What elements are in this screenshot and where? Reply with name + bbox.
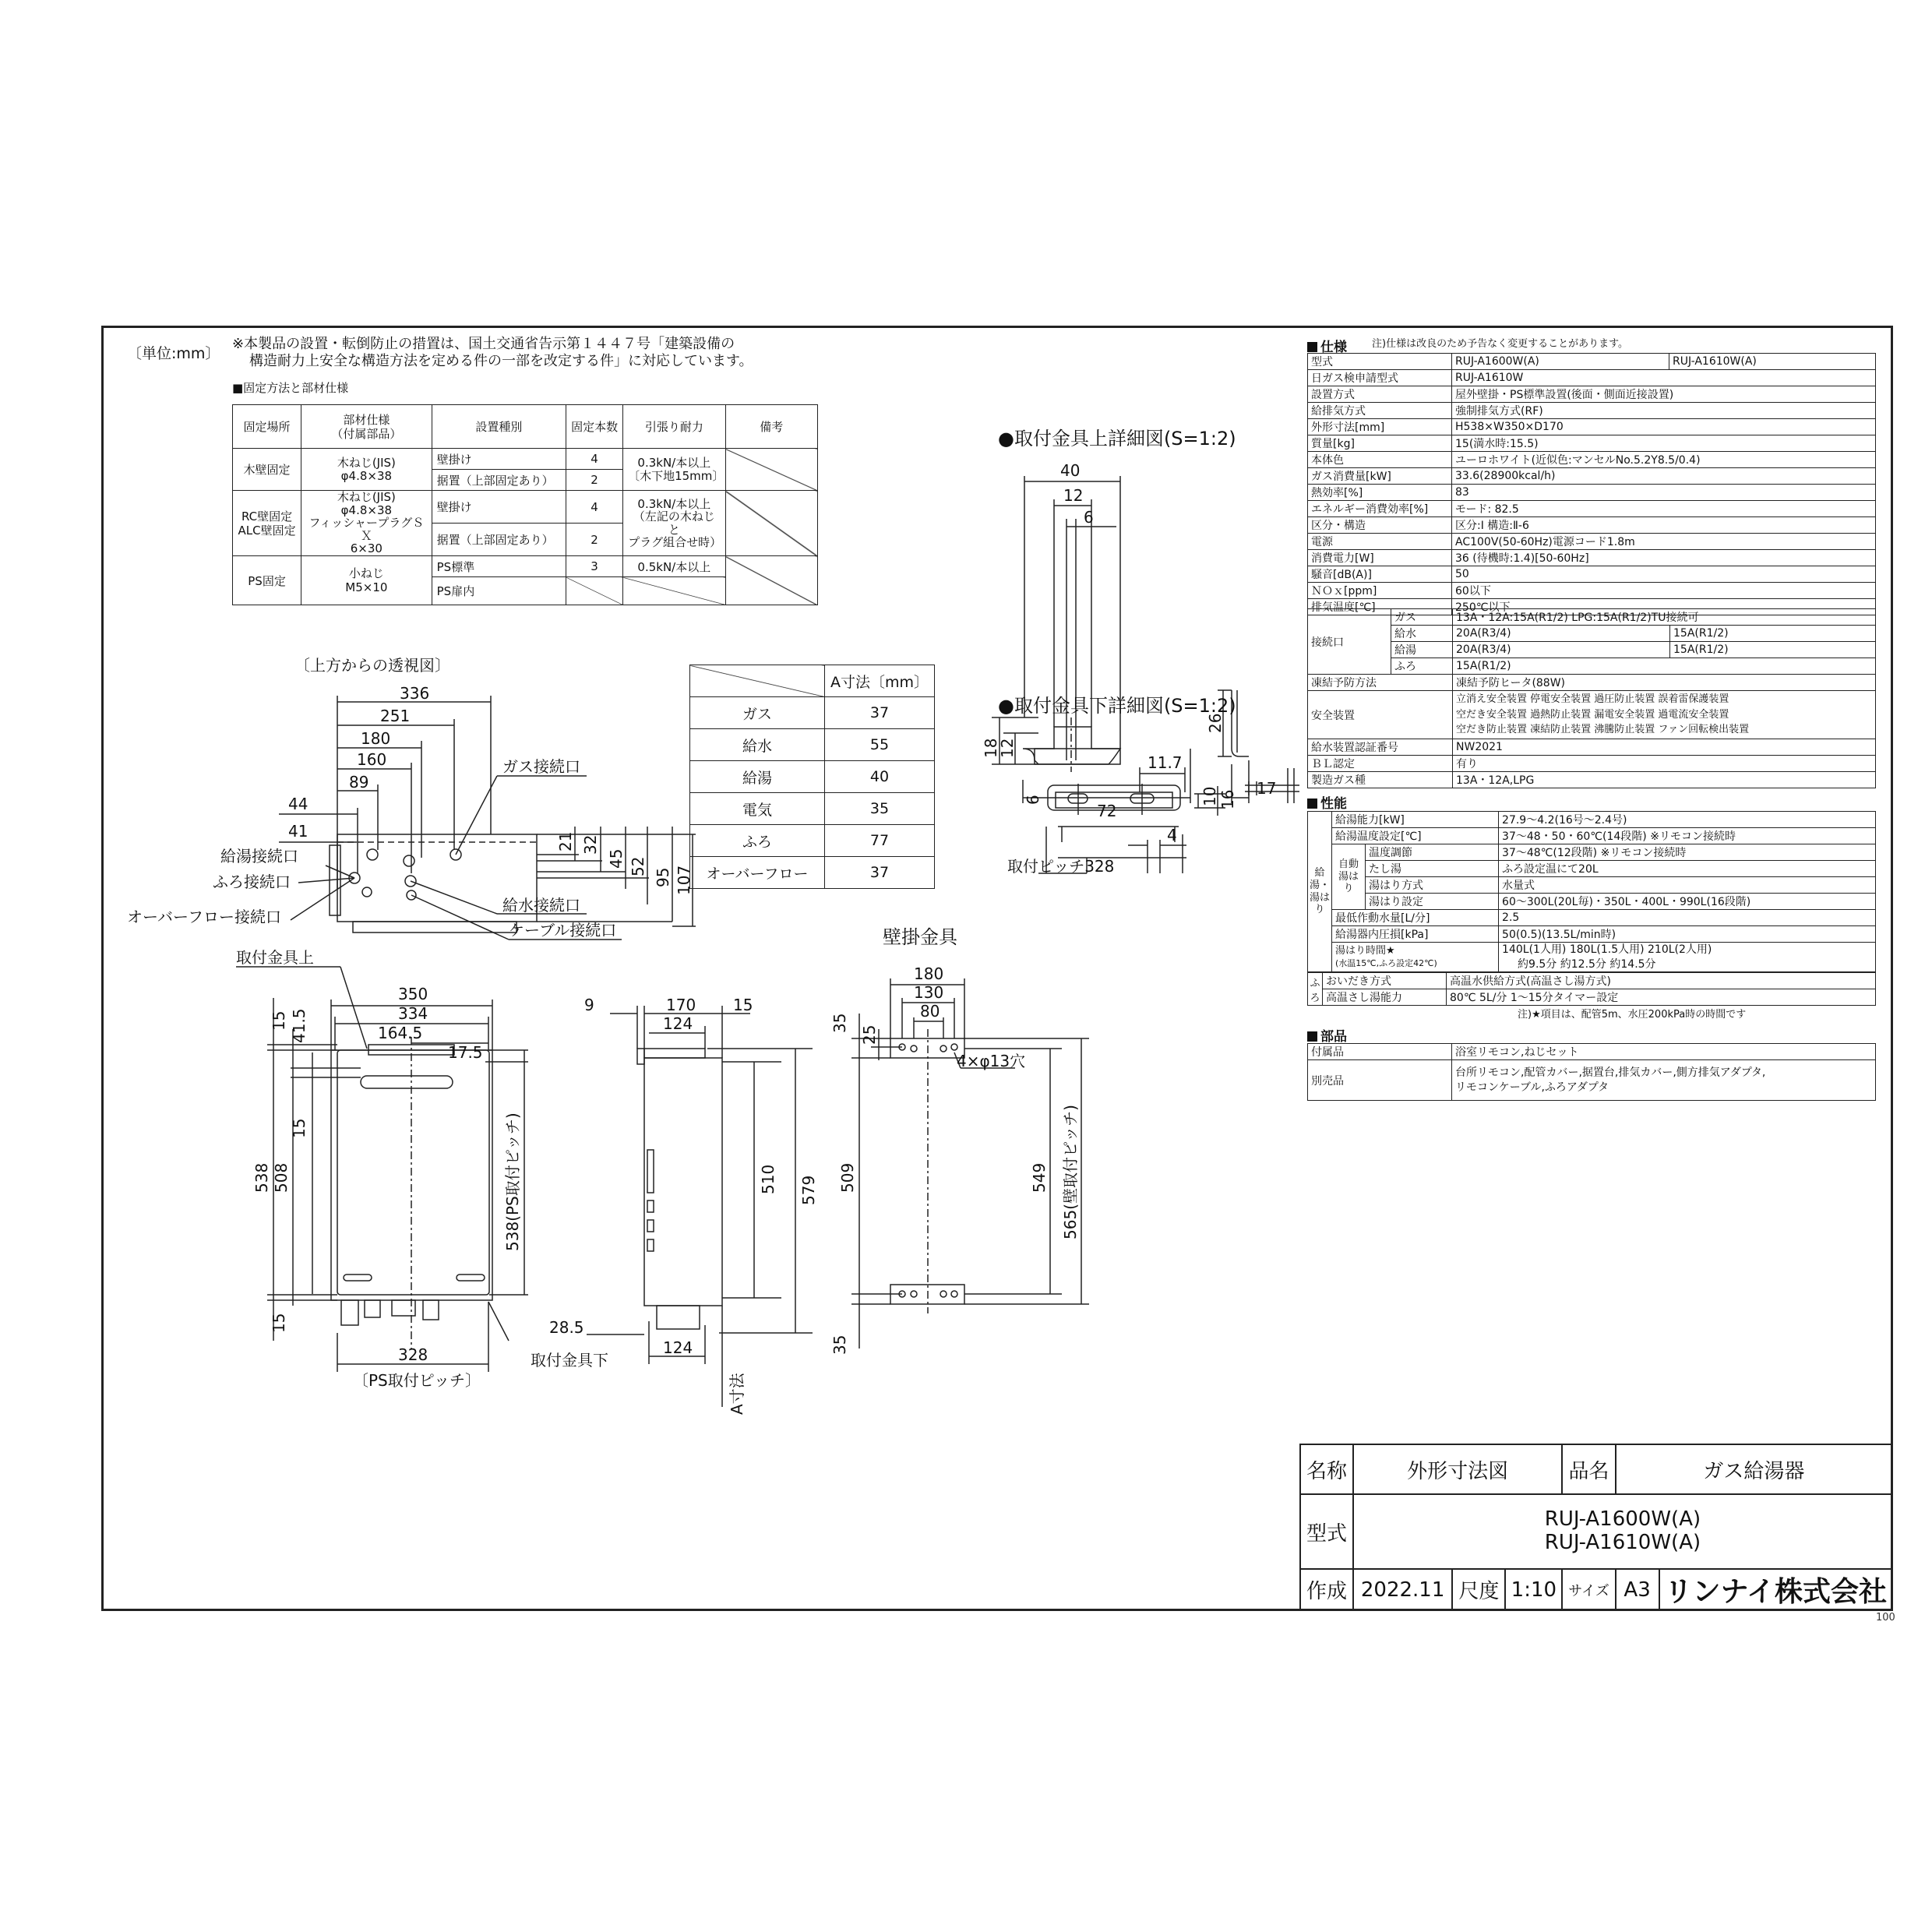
a-table-name: 電気 — [690, 793, 825, 825]
perf-key: たし湯 — [1366, 861, 1499, 877]
spec-key: 本体色 — [1308, 452, 1452, 468]
fixing-count: 3 — [566, 556, 623, 577]
dim-28.5: 28.5 — [549, 1318, 584, 1337]
parts-key: 付属品 — [1308, 1044, 1452, 1060]
technical-drawings — [104, 328, 1303, 1434]
parts-value: 浴室リモコン,ねじセット — [1452, 1044, 1876, 1060]
spec-value: 83 — [1452, 485, 1876, 501]
perf-key: 湯はり時間★ — [1335, 944, 1395, 957]
lower-bracket-title: ●取付金具下詳細図(S=1:2) — [998, 695, 1236, 717]
label-gas-port: ガス接続口 — [502, 757, 580, 776]
dim-72: 72 — [1097, 802, 1117, 820]
dim-124-top: 124 — [663, 1014, 693, 1033]
install-note-line1: ※本製品の設置・転倒防止の措置は、国土交通省告示第１４４７号「建築設備の — [232, 336, 735, 352]
perf-value: 高温水供給方式(高温さし湯方式) — [1447, 973, 1876, 989]
perf-key: 温度調節 — [1366, 844, 1499, 861]
dim-26: 26 — [1206, 713, 1225, 733]
dim-21: 21 — [556, 831, 575, 851]
dim-538-ps-pitch: 538(PS取付ピッチ) — [503, 1112, 522, 1251]
dim-180: 180 — [361, 729, 391, 748]
title-model-line: RUJ-A1600W(A) — [1544, 1507, 1701, 1532]
upper-bracket-drawing — [992, 476, 1249, 803]
spec-value: 15A(R1/2) — [1670, 626, 1876, 642]
perf-filltime-key — [1332, 943, 1499, 972]
dim-10: 10 — [1200, 786, 1219, 806]
fixing-place: PS固定 — [233, 556, 301, 605]
wall-bracket-title: 壁掛金具 — [883, 926, 957, 948]
perf-value: 140L(1人用) 180L(1.5人用) 210L(2人用) — [1502, 943, 1712, 957]
spec-key: 質量[kg] — [1308, 435, 1452, 452]
spec-key: 排気温度[℃] — [1308, 599, 1452, 615]
top-view-drawing — [279, 696, 696, 940]
label-water-supply-port: 給水接続口 — [502, 896, 580, 915]
spec-value: NW2021 — [1453, 739, 1876, 756]
spec-key: 熱効率[%] — [1308, 485, 1452, 501]
fixing-place: RC壁固定 ALC壁固定 — [233, 491, 301, 556]
fixing-count: 4 — [566, 449, 623, 470]
spec-value: 50 — [1452, 566, 1876, 583]
dim-6: 6 — [1084, 508, 1094, 527]
spec-value: RUJ-A1610W — [1452, 370, 1876, 386]
spec-value: 36 (待機時:1.4)[50-60Hz] — [1452, 550, 1876, 566]
dim-334: 334 — [398, 1004, 428, 1023]
dim-11.7: 11.7 — [1148, 753, 1183, 772]
spec-value: 33.6(28900kcal/h) — [1452, 468, 1876, 485]
parts-value: 台所リモコン,配管カバー,据置台,排気カバー,側方排気アダプタ, — [1455, 1066, 1766, 1080]
top-view-title: 〔上方からの透視図〕 — [294, 656, 450, 675]
fixing-force: 0.3kN/本以上 （左記の木ねじと プラグ組合せ時） — [623, 491, 725, 556]
dim-80: 80 — [920, 1002, 940, 1021]
safety-line: 空だき安全装置 過熱防止装置 漏電安全装置 過電流安全装置 — [1456, 708, 1729, 721]
dim-25: 25 — [860, 1024, 879, 1045]
spec-value: 凍結予防ヒータ(88W) — [1453, 675, 1876, 691]
dim-4: 4 — [1167, 826, 1177, 844]
a-table-name: 給水 — [690, 729, 825, 761]
spec-key: 凍結予防方法 — [1308, 675, 1453, 691]
title-model-value — [1353, 1494, 1892, 1569]
perf-value: ふろ設定温にて20L — [1499, 861, 1876, 877]
perf-value: 37～48・50・60℃(14段階) ※リモコン接続時 — [1499, 828, 1876, 844]
label-cable-port: ケーブル接続口 — [509, 921, 617, 940]
section-square-icon — [1307, 1031, 1317, 1042]
a-table-name: 給湯 — [690, 761, 825, 793]
spec-key: 給排気方式 — [1308, 403, 1452, 419]
spec-key: 日ガス検申請型式 — [1308, 370, 1452, 386]
spec-key: ＢＬ認定 — [1308, 756, 1453, 772]
dim-164.5: 164.5 — [378, 1024, 423, 1042]
dim-328: 328 — [398, 1345, 428, 1364]
performance-table — [1307, 811, 1876, 972]
perf-filltime-value — [1499, 943, 1876, 972]
label-bath-port: ふろ接続口 — [213, 873, 291, 891]
install-note-line2: 構造耐力上安全な構造方法を定める件の一部を改定する件」に対応しています。 — [249, 353, 753, 369]
spec-subkey: ふろ — [1391, 658, 1453, 675]
fixing-part: 木ねじ(JIS) φ4.8×38 — [301, 449, 432, 491]
fixing-count: 4 — [566, 491, 623, 524]
fixing-type: 壁掛け — [432, 449, 566, 470]
dim-18: 18 — [982, 738, 1000, 758]
a-dimension-label: A寸法 — [728, 1373, 746, 1415]
label-upper-bracket: 取付金具上 — [236, 948, 314, 967]
spec-value: 15A(R1/2) — [1670, 642, 1876, 658]
fixing-type: PS扉内 — [432, 577, 566, 605]
spec-value: 区分:Ⅰ 構造:Ⅱ-6 — [1452, 517, 1876, 534]
dim-15-bottom: 15 — [270, 1313, 288, 1333]
perf-auto-group: 自動湯はり — [1332, 844, 1366, 910]
dim-32: 32 — [581, 834, 600, 855]
safety-line: 空だき防止装置 凍結防止装置 沸騰防止装置 ファン回転検出装置 — [1456, 724, 1750, 736]
perf-value: 80℃ 5L/分 1～15分タイマー設定 — [1447, 989, 1876, 1006]
dim-35-top: 35 — [830, 1013, 849, 1033]
perf-key: 高温さし湯能力 — [1323, 989, 1447, 1006]
dim-180-wb: 180 — [914, 964, 944, 983]
perf-title: 性能 — [1307, 792, 1347, 812]
spec-value: ユーロホワイト(近似色:マンセルNo.5.2Y8.5/0.4) — [1452, 452, 1876, 468]
perf-key: おいだき方式 — [1323, 973, 1447, 989]
perf-key: 給湯器内圧損[kPa] — [1332, 926, 1499, 943]
fixing-force: 0.3kN/本以上 〔木下地15mm〕 — [623, 449, 725, 491]
a-table-value: 35 — [825, 793, 935, 825]
dim-35-bottom: 35 — [830, 1334, 849, 1355]
company-name: リンナイ株式会社 — [1659, 1569, 1892, 1610]
parts-table — [1307, 1043, 1876, 1101]
dim-251: 251 — [380, 707, 411, 725]
a-table-value: 37 — [825, 697, 935, 729]
perf-note: 注)★項目は、配管5m、水圧200kPa時の時間です — [1518, 1009, 1747, 1021]
spec-value: モード: 82.5 — [1452, 501, 1876, 517]
spec-value: 250℃以下 — [1452, 599, 1876, 615]
perf-group: 給湯・湯はり — [1308, 812, 1332, 972]
perf-key: 湯はり方式 — [1366, 877, 1499, 894]
spec-subkey: 給水 — [1391, 626, 1453, 642]
dim-16: 16 — [1218, 789, 1237, 809]
dim-336: 336 — [400, 684, 430, 703]
spec-key: 接続口 — [1308, 609, 1391, 675]
spec-value: 強制排気方式(RF) — [1452, 403, 1876, 419]
spec-subkey: 給湯 — [1391, 642, 1453, 658]
dim-45: 45 — [607, 848, 626, 869]
fixing-header: 備考 — [725, 405, 817, 449]
spec-value: 13A・12A,LPG — [1453, 772, 1876, 788]
a-table-value: 37 — [825, 857, 935, 889]
spec-key: ＮＯｘ[ppm] — [1308, 583, 1452, 599]
title-block — [1299, 1444, 1893, 1611]
dim-40: 40 — [1060, 461, 1081, 480]
spec-connection-table — [1307, 608, 1876, 788]
fixing-header: 固定本数 — [566, 405, 623, 449]
a-table-value: 55 — [825, 729, 935, 761]
side-view-drawing — [587, 1006, 813, 1407]
fixing-type: 壁掛け — [432, 491, 566, 524]
dim-44: 44 — [288, 795, 308, 813]
drawing-sheet — [101, 326, 1893, 1611]
performance-bath-table — [1307, 972, 1876, 1006]
a-table-name: ガス — [690, 697, 825, 729]
dim-41.5: 41.5 — [290, 1008, 308, 1043]
fixing-table-title: ■固定方法と部材仕様 — [232, 381, 349, 395]
parts-value: リモコンケーブル,ふろアダプタ — [1455, 1081, 1609, 1094]
spec-value: RUJ-A1610W(A) — [1669, 354, 1876, 370]
spec-title-note: 注)仕様は改良のため予告なく変更することがあります。 — [1372, 338, 1629, 350]
dim-15-mid: 15 — [290, 1118, 308, 1138]
perf-key: 最低作動水量[L/分] — [1332, 910, 1499, 926]
spec-key: 区分・構造 — [1308, 517, 1452, 534]
spec-key: 安全装置 — [1308, 691, 1453, 739]
perf-value: 水量式 — [1499, 877, 1876, 894]
title-key: 型式 — [1300, 1494, 1353, 1569]
dim-170: 170 — [666, 996, 696, 1014]
spec-value: 13A・12A:15A(R1/2) LPG:15A(R1/2)TU接続可 — [1453, 609, 1876, 626]
label-overflow-port: オーバーフロー接続口 — [127, 908, 281, 926]
title-key: 品名 — [1562, 1444, 1615, 1494]
dim-95: 95 — [654, 867, 672, 887]
a-table-header: A寸法〔mm〕 — [825, 665, 935, 697]
fixing-type: PS標準 — [432, 556, 566, 577]
a-table-value: 77 — [825, 825, 935, 857]
dim-565-wall-pitch: 565(壁取付ピッチ) — [1061, 1105, 1080, 1239]
spec-key: 電源 — [1308, 534, 1452, 550]
section-square-icon — [1307, 799, 1317, 809]
fixing-header: 引張り耐力 — [623, 405, 725, 449]
dim-17: 17 — [1257, 779, 1277, 798]
fixing-type: 据置（上部固定あり） — [432, 470, 566, 491]
dim-124-bottom: 124 — [663, 1338, 693, 1357]
perf-key: 給湯能力[kW] — [1332, 812, 1499, 828]
spec-key: ガス消費量[kW] — [1308, 468, 1452, 485]
label-lower-bracket: 取付金具下 — [531, 1351, 608, 1370]
title-key: 作成 — [1300, 1569, 1353, 1610]
dim-549: 549 — [1030, 1162, 1049, 1193]
spec-value: AC100V(50-60Hz)電源コード1.8m — [1452, 534, 1876, 550]
dim-510: 510 — [759, 1164, 777, 1194]
title-size-value: A3 — [1616, 1569, 1659, 1610]
unit-label: 〔単位:mm〕 — [127, 345, 220, 362]
spec-key: 製造ガス種 — [1308, 772, 1453, 788]
spec-value: 屋外壁掛・PS標準設置(後面・側面近接設置) — [1452, 386, 1876, 403]
spec-value: H538×W350×D170 — [1452, 419, 1876, 435]
dim-52: 52 — [629, 856, 647, 876]
upper-bracket-title: ●取付金具上詳細図(S=1:2) — [998, 428, 1236, 450]
perf-value: 37～48℃(12段階) ※リモコン接続時 — [1499, 844, 1876, 861]
fixing-count: 2 — [566, 470, 623, 491]
fixing-part: 木ねじ(JIS) φ4.8×38 フィッシャープラグＳＸ 6×30 — [301, 491, 432, 556]
spec-key: 設置方式 — [1308, 386, 1452, 403]
dim-17.5: 17.5 — [448, 1043, 483, 1062]
title-name-value: 外形寸法図 — [1353, 1444, 1563, 1494]
a-table-value: 40 — [825, 761, 935, 793]
spec-key: 騒音[dB(A)] — [1308, 566, 1452, 583]
spec-value: 20A(R3/4) — [1453, 626, 1670, 642]
a-table-name: ふろ — [690, 825, 825, 857]
title-model-line: RUJ-A1610W(A) — [1544, 1531, 1701, 1554]
title-key: 名称 — [1300, 1444, 1353, 1494]
fixing-count: 2 — [566, 524, 623, 556]
spec-value: 15(満水時:15.5) — [1452, 435, 1876, 452]
dim-12: 12 — [1063, 486, 1084, 505]
title-date-value: 2022.11 — [1353, 1569, 1452, 1610]
spec-value: 有り — [1453, 756, 1876, 772]
wall-bracket-drawing — [851, 978, 1089, 1349]
perf-key: 湯はり設定 — [1366, 894, 1499, 910]
spec-table — [1307, 353, 1876, 615]
perf-value: 約9.5分 約12.5分 約14.5分 — [1518, 957, 1656, 971]
dim-15-side: 15 — [733, 996, 753, 1014]
spec-value: 15A(R1/2) — [1453, 658, 1876, 675]
title-key: 尺度 — [1452, 1569, 1505, 1610]
spec-value: RUJ-A1600W(A) — [1452, 354, 1669, 370]
parts-title: 部品 — [1307, 1025, 1347, 1045]
spec-key: 給水装置認証番号 — [1308, 739, 1453, 756]
spec-value: 60以下 — [1452, 583, 1876, 599]
fixing-header: 部材仕様 （付属部品） — [301, 405, 432, 449]
dim-160: 160 — [357, 750, 387, 769]
dim-579: 579 — [799, 1175, 818, 1205]
spec-subkey: ガス — [1391, 609, 1453, 626]
dim-6b: 6 — [1024, 795, 1042, 805]
dim-350: 350 — [398, 985, 428, 1003]
spec-key: 型式 — [1308, 354, 1452, 370]
perf-value: 2.5 — [1499, 910, 1876, 926]
dim-89: 89 — [349, 773, 369, 791]
perf-key-note: (水温15℃,ふろ設定42℃) — [1335, 957, 1437, 968]
fixing-type: 据置（上部固定あり） — [432, 524, 566, 556]
perf-value: 50(0.5)(13.5L/min時) — [1499, 926, 1876, 943]
section-square-icon — [1307, 342, 1317, 352]
hole-label: 4×φ13穴 — [957, 1052, 1026, 1070]
corner-number: 100 — [1876, 1612, 1895, 1624]
dim-509: 509 — [838, 1162, 857, 1193]
title-scale-value: 1:10 — [1505, 1569, 1562, 1610]
spec-key: 外形寸法[mm] — [1308, 419, 1452, 435]
fixing-header: 設置種別 — [432, 405, 566, 449]
spec-title: 仕様 — [1307, 336, 1347, 355]
spec-value: 20A(R3/4) — [1453, 642, 1670, 658]
fixing-force: 0.5kN/本以上 — [623, 556, 725, 577]
fixing-place: 木壁固定 — [233, 449, 301, 491]
perf-value: 60～300L(20L毎)・350L・400L・990L(16段階) — [1499, 894, 1876, 910]
dim-107: 107 — [675, 865, 693, 895]
dim-538: 538 — [252, 1162, 271, 1193]
dim-15-top: 15 — [270, 1010, 288, 1031]
safety-line: 立消え安全装置 停電安全装置 過圧防止装置 誤着雷保護装置 — [1456, 693, 1729, 706]
lower-bracket-pitch: 取付ピッチ328 — [1007, 857, 1115, 876]
spec-key: 消費電力[W] — [1308, 550, 1452, 566]
spec-safety-values — [1453, 691, 1876, 739]
parts-sold-values — [1452, 1060, 1876, 1101]
fixing-part: 小ねじ M5×10 — [301, 556, 432, 605]
title-key: サイズ — [1562, 1569, 1615, 1610]
label-hot-water-port: 給湯接続口 — [220, 847, 298, 866]
ps-pitch-label: 〔PS取付ピッチ〕 — [353, 1371, 481, 1390]
dim-9: 9 — [584, 996, 594, 1014]
perf-key: 給湯温度設定[℃] — [1332, 828, 1499, 844]
spec-key: エネルギー消費効率[%] — [1308, 501, 1452, 517]
perf-value: 27.9～4.2(16号～2.4号) — [1499, 812, 1876, 828]
parts-key: 別売品 — [1308, 1060, 1452, 1101]
dim-130: 130 — [914, 983, 944, 1002]
perf-furo-group: ふろ — [1308, 973, 1323, 1006]
dim-12b: 12 — [998, 738, 1017, 758]
title-product-value: ガス給湯器 — [1616, 1444, 1892, 1494]
a-table-name: オーバーフロー — [690, 857, 825, 889]
dim-508: 508 — [272, 1162, 291, 1193]
fixing-header: 固定場所 — [233, 405, 301, 449]
dim-41: 41 — [288, 822, 308, 841]
